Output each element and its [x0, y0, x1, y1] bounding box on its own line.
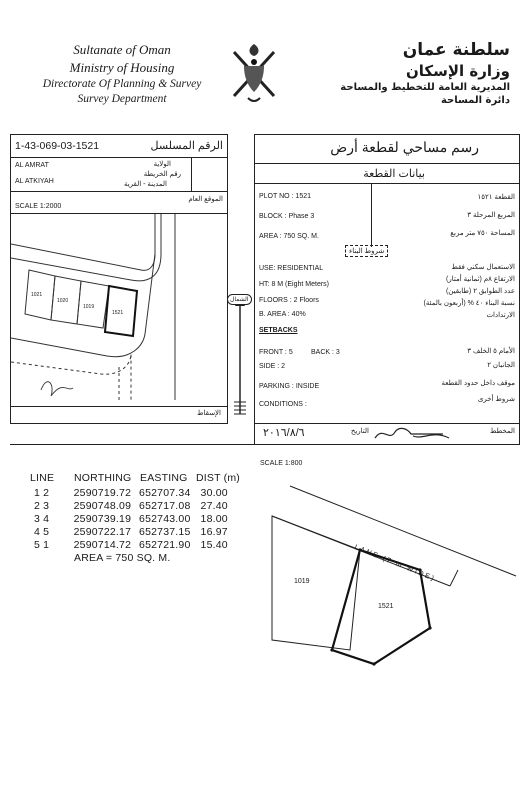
- cell-northing: 2590748.09: [73, 500, 132, 512]
- table-row: [30, 500, 260, 513]
- header-directorate: Directorate Of Planning & Survey: [42, 78, 202, 90]
- front-back-ar: الأمام ٥ الخلف ٣: [467, 348, 515, 355]
- building-area-ar: نسبة البناء ٤٠ % (أربعون بالمئة): [423, 300, 515, 307]
- cell-northing: 2590722.17: [73, 526, 132, 538]
- cell-northing: 2590739.19: [73, 513, 132, 525]
- cell-dist: 15.40: [200, 539, 228, 551]
- town-label: المدينة - القرية: [123, 181, 167, 188]
- detail-scale: SCALE 1:800: [260, 460, 303, 467]
- coordinate-table: [30, 472, 260, 566]
- header-survey-dept: Survey Department: [77, 93, 167, 105]
- cell-easting: 652707.34: [139, 487, 191, 499]
- map-plot-label: 1021: [31, 292, 43, 298]
- parking-ar: موقف داخل حدود القطعة: [441, 380, 515, 387]
- header-survey-dept-ar: دائرة المساحة: [440, 95, 510, 106]
- cell-line: 4 5: [34, 526, 50, 538]
- front: FRONT : 5: [259, 349, 293, 356]
- header-ministry-ar: وزارة الإسكان: [405, 62, 510, 80]
- cell-dist: 16.97: [200, 526, 228, 538]
- building-area: B. AREA : 40%: [259, 311, 306, 318]
- header-sultanate: Sultanate of Oman: [73, 42, 171, 57]
- header-ministry: Ministry of Housing: [69, 60, 175, 75]
- map-plot-label: 1019: [83, 304, 95, 310]
- cell-easting: 652717.08: [139, 500, 191, 512]
- plot-data-title: بيانات القطعة: [363, 168, 425, 180]
- cell-northing: 2590719.72: [73, 487, 132, 499]
- detail-plot-label: 1521: [378, 603, 394, 610]
- height-ar: الارتفاع ٨م (ثمانية أمتار): [446, 276, 515, 283]
- cell-dist: 30.00: [200, 487, 228, 499]
- detail-map: [260, 470, 518, 700]
- cell-northing: 2590714.72: [73, 539, 132, 551]
- wilayat-value: AL AMRAT: [15, 162, 49, 169]
- signature-image: [373, 424, 453, 442]
- cell-easting: 652737.15: [139, 526, 191, 538]
- cell-line: 5 1: [34, 539, 50, 551]
- header-left: [22, 42, 222, 105]
- col-line: LINE: [30, 472, 55, 484]
- header-directorate-ar: المديرية العامة للتخطيط والمساحة: [340, 82, 510, 93]
- date-label: التاريخ: [350, 428, 369, 435]
- conditions: CONDITIONS :: [259, 401, 307, 408]
- north-arrow-icon: [232, 294, 248, 422]
- table-row: [30, 539, 260, 552]
- date-value: ٢٠١٦/٨/٦: [263, 427, 305, 439]
- area-ar: المساحة ٧٥٠ متر مربع: [450, 230, 515, 237]
- setbacks-title: SETBACKS: [259, 327, 298, 334]
- serial-number: 1-43-069-03-1521: [15, 140, 100, 152]
- map-number-label: رقم الخريطة: [143, 171, 181, 178]
- lane-label: LANE (7 m WIDE): [353, 544, 437, 584]
- cell-line: 1 2: [34, 487, 50, 499]
- cell-line: 2 3: [34, 500, 50, 512]
- form-title: رسم مساحي لقطعة أرض: [330, 139, 479, 155]
- map-plot-label: 1020: [57, 298, 69, 304]
- parking: PARKING : INSIDE: [259, 383, 320, 390]
- side: SIDE : 2: [259, 363, 286, 370]
- map-plot-label: 1521: [112, 310, 124, 316]
- left-panel: [10, 134, 228, 424]
- table-row: [30, 526, 260, 539]
- setbacks-ar: الارتدادات: [486, 312, 515, 319]
- col-easting: EASTING: [140, 472, 188, 484]
- cell-dist: 27.40: [200, 500, 228, 512]
- header-sultanate-ar: سلطنة عمان: [402, 40, 510, 60]
- use-ar: الاستعمال سكني فقط: [451, 264, 515, 271]
- back: BACK : 3: [311, 349, 340, 356]
- location-map: [11, 214, 227, 406]
- cell-easting: 652743.00: [139, 513, 191, 525]
- town-value: AL ATKIYAH: [15, 178, 54, 185]
- floors: FLOORS : 2 Floors: [259, 297, 319, 304]
- col-northing: NORTHING: [74, 472, 132, 484]
- right-panel: [254, 134, 520, 424]
- plot-number-ar: القطعة ١٥٢١: [477, 194, 515, 201]
- serial-label: الرقم المسلسل: [150, 140, 223, 152]
- block: BLOCK : Phase 3: [259, 213, 315, 220]
- area-total: AREA = 750 SQ. M.: [74, 552, 171, 564]
- wilayat-label: الولاية: [153, 161, 171, 168]
- left-scale: SCALE 1:2000: [15, 203, 62, 210]
- cell-line: 3 4: [34, 513, 50, 525]
- height: HT: 8 M (Eight Meters): [259, 281, 330, 288]
- side-ar: الجانبان ٢: [487, 362, 515, 369]
- table-row: [30, 513, 260, 526]
- col-dist: DIST (m): [196, 472, 240, 484]
- floors-ar: عدد الطوابق ٢ (طابقين): [445, 288, 515, 295]
- cell-easting: 652721.90: [139, 539, 191, 551]
- signature-row: [254, 422, 520, 445]
- general-location-label: الموقع العام: [188, 196, 223, 203]
- planner-label: المخطط: [489, 428, 515, 435]
- projection-label: الإسقاط: [197, 410, 221, 417]
- north-label: الشمال: [227, 294, 252, 305]
- use: USE: RESIDENTIAL: [259, 265, 324, 272]
- detail-plot-label: 1019: [294, 578, 310, 585]
- plot-number: PLOT NO : 1521: [259, 193, 312, 200]
- oman-emblem-icon: [226, 40, 282, 106]
- conditions-ar: شروط أخرى: [477, 396, 515, 403]
- coordinate-table-header: [30, 472, 260, 487]
- block-ar: المربع المرحلة ٣: [467, 212, 515, 219]
- table-row: [30, 487, 260, 500]
- area: AREA : 750 SQ. M.: [259, 233, 319, 240]
- building-conditions-label: شروط البناء: [345, 245, 388, 257]
- header-right: [320, 40, 510, 106]
- north-strip: [226, 134, 254, 422]
- cell-dist: 18.00: [200, 513, 228, 525]
